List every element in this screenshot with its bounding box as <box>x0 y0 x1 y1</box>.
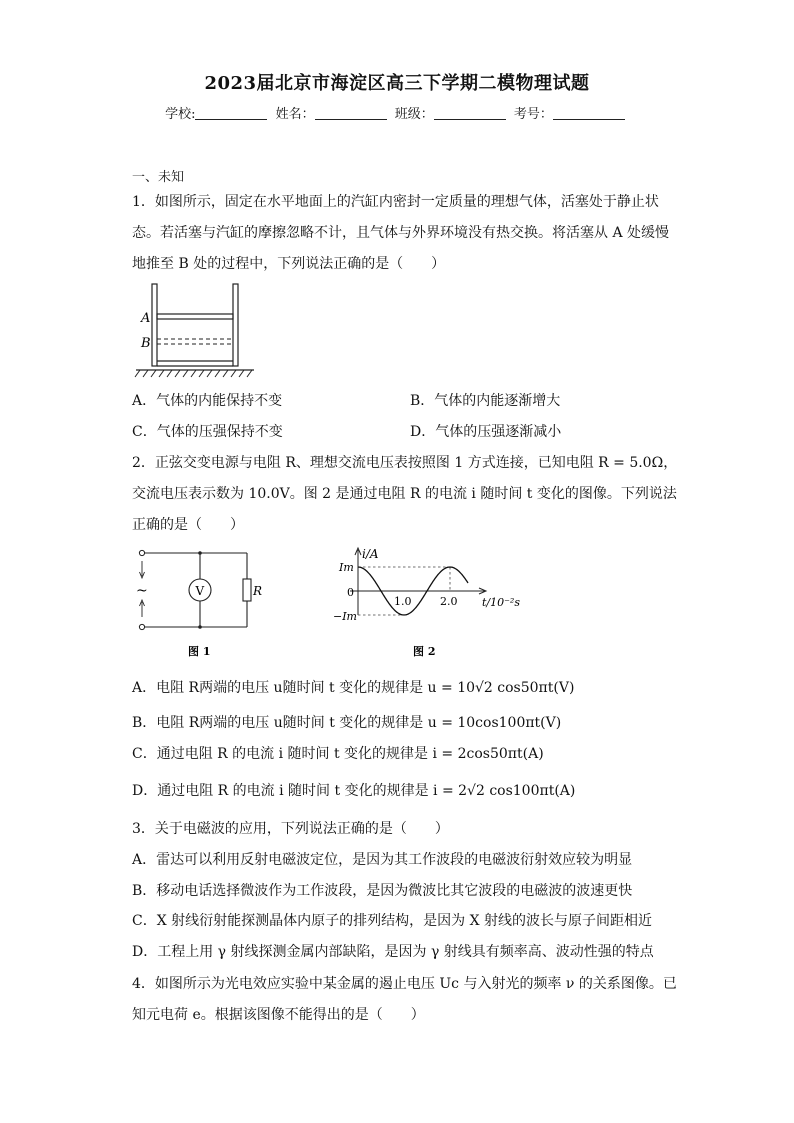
q2-option-d[interactable]: D．通过电阻 R 的电流 i 随时间 t 变化的规律是 i = 2√2 cos100πt(A) <box>132 783 576 799</box>
im-label: Im <box>339 561 354 574</box>
section-heading: 一、未知 <box>132 170 185 185</box>
q1-stem-line-1: 1．如图所示，固定在水平地面上的汽缸内密封一定质量的理想气体，活塞处于静止状 <box>132 194 659 210</box>
q1-option-a[interactable]: A．气体的内能保持不变 <box>132 393 283 409</box>
q3-option-a[interactable]: A．雷达可以利用反射电磁波定位，是因为其工作波段的电磁波衍射效应较为明显 <box>132 852 633 868</box>
fig1-caption: 图 1 <box>188 645 211 658</box>
name-field[interactable] <box>315 107 387 120</box>
number-field[interactable] <box>553 107 625 120</box>
q2-option-a[interactable]: A．电阻 R两端的电压 u随时间 t 变化的规律是 u = 10√2 cos50πt(V) <box>132 680 575 696</box>
origin-label: 0 <box>347 586 354 599</box>
y-axis-label: i/A <box>362 547 379 561</box>
label-b: B <box>141 336 151 351</box>
q2-option-b[interactable]: B．电阻 R两端的电压 u随时间 t 变化的规律是 u = 10cos100πt(V) <box>132 715 562 731</box>
q2-circuit-figure <box>132 545 262 660</box>
student-info-row <box>0 103 794 122</box>
x-axis-label: t/10⁻²s <box>482 596 520 609</box>
class-field[interactable] <box>434 107 506 120</box>
voltmeter-label: V <box>195 584 205 598</box>
number-label: 考号： <box>513 107 553 122</box>
q1-option-d[interactable]: D．气体的压强逐渐减小 <box>410 424 562 440</box>
q2-current-graph <box>330 545 530 660</box>
name-label: 姓名： <box>275 107 315 122</box>
school-label: 学校: <box>165 107 196 122</box>
q3-stem: 3．关于电磁波的应用，下列说法正确的是（ ） <box>132 821 449 837</box>
q3-option-d[interactable]: D．工程上用 γ 射线探测金属内部缺陷，是因为 γ 射线具有频率高、波动性强的特点 <box>132 944 654 960</box>
label-a: A <box>141 311 151 326</box>
q1-cylinder-figure <box>132 280 257 380</box>
page-title: 2023届北京市海淀区高三下学期二模物理试题 <box>204 73 590 94</box>
class-label: 班级： <box>394 107 434 122</box>
source-symbol: ~ <box>136 583 148 599</box>
resistor-label: R <box>253 584 262 598</box>
tick-label-1: 1.0 <box>394 595 412 608</box>
q1-stem-line-3: 地推至 B 处的过程中，下列说法正确的是（ ） <box>132 256 446 272</box>
tick-label-2: 2.0 <box>440 595 458 608</box>
q1-stem-line-2: 态。若活塞与汽缸的摩擦忽略不计，且气体与外界环境没有热交换。将活塞从 A 处缓慢 <box>132 225 670 241</box>
q1-option-c[interactable]: C．气体的压强保持不变 <box>132 424 283 440</box>
school-field[interactable] <box>195 107 267 120</box>
q2-stem-line-3: 正确的是（ ） <box>132 517 244 533</box>
q3-option-c[interactable]: C．X 射线衍射能探测晶体内原子的排列结构，是因为 X 射线的波长与原子间距相近 <box>132 913 652 929</box>
q2-stem-line-2: 交流电压表示数为 10.0V。图 2 是通过电阻 R 的电流 i 随时间 t 变化的图像。下列说法 <box>132 486 677 502</box>
neg-im-label: −Im <box>333 610 357 623</box>
q2-stem-line-1: 2．正弦交变电源与电阻 R、理想交流电压表按照图 1 方式连接，已知电阻 R = 5.0Ω， <box>132 455 678 471</box>
q1-option-b[interactable]: B．气体的内能逐渐增大 <box>410 393 561 409</box>
q3-option-b[interactable]: B．移动电话选择微波作为工作波段，是因为微波比其它波段的电磁波的波速更快 <box>132 883 633 899</box>
q4-stem-line-1: 4．如图所示为光电效应实验中某金属的遏止电压 Uc 与入射光的频率 ν 的关系图像。已 <box>132 976 677 992</box>
q4-stem-line-2: 知元电荷 e。根据该图像不能得出的是（ ） <box>132 1007 425 1023</box>
q2-option-c[interactable]: C．通过电阻 R 的电流 i 随时间 t 变化的规律是 i = 2cos50πt(A) <box>132 746 544 762</box>
fig2-caption: 图 2 <box>413 645 436 658</box>
